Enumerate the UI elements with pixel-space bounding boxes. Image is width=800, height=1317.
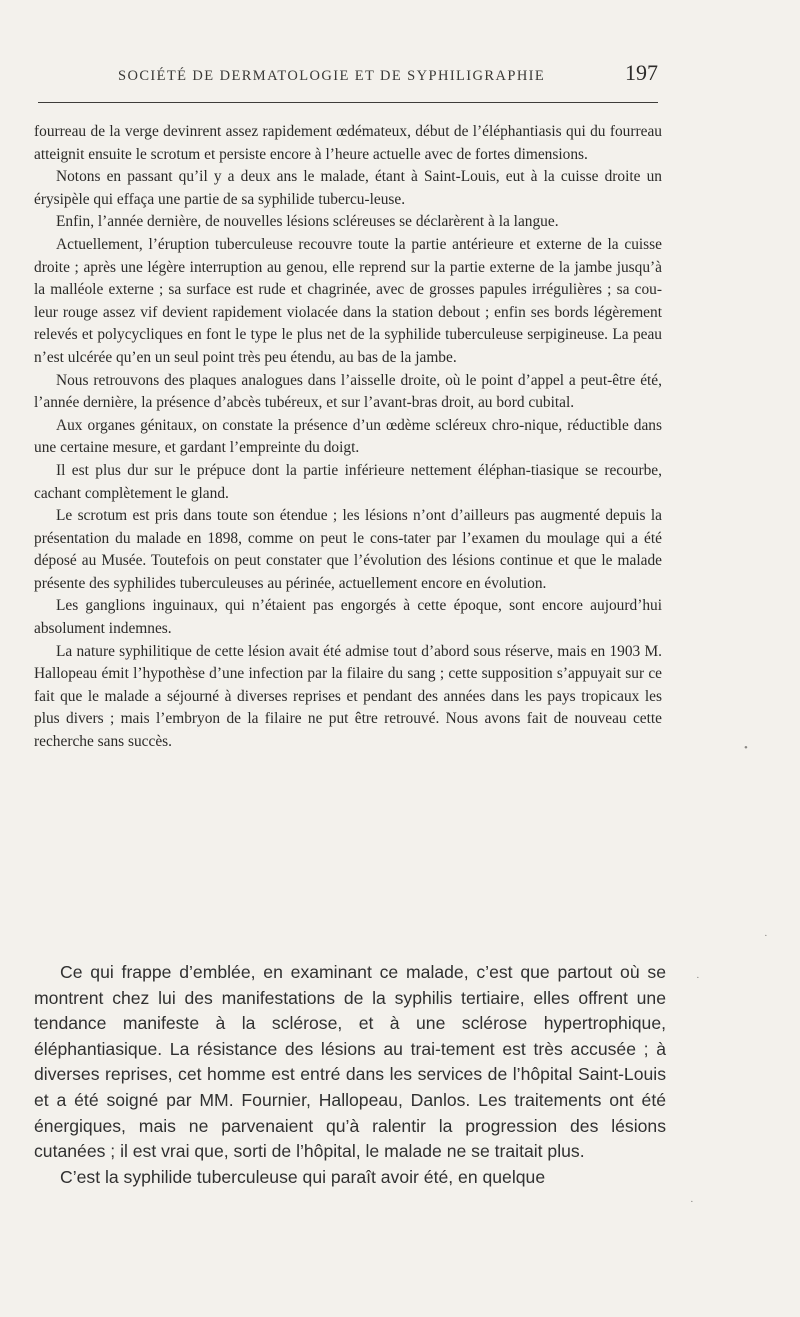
paragraph: La nature syphilitique de cette lésion avait été admise tout d’abord sous réserve, mais en 1903 M. Hallopeau émit l’hypothèse d’une infection par la filaire du sang ; cette supposition s’appuyait sur ce fait que le malade a séjourné à diverses reprises et pendant des années dans les pays tropicaux les plus divers ; mais l’embryon de la filaire ne put être retrouvé. Nous avons fait de nouveau cette recherche sans succès.	[34, 642, 662, 751]
header-title: SOCIÉTÉ DE DERMATOLOGIE ET DE SYPHILIGRAPHIE	[118, 68, 546, 84]
page-number: 197	[625, 60, 658, 85]
paragraph: Actuellement, l’éruption tuberculeuse recouvre toute la partie antérieure et externe de la cuisse droite ; après une légère interruption au genou, elle reprend sur la partie externe de la jambe jusqu’à la malléole externe ; sa surface est rude et chagrinée, avec de grosses papules irrégulières ; sa cou-leur rouge assez vif devient rapidement violacée dans la station debout ; enfin ses bords légèrement relevés et polycycliques en font le type le plus net de la syphilide tuberculeuse serpigineuse. La peau n’est ulcérée qu’en un seul point très peu étendu, au bas de la jambe.	[34, 235, 662, 366]
margin-speck: ·	[690, 1196, 694, 1208]
paragraph: Les ganglions inguinaux, qui n’étaient pas engorgés à cette époque, sont encore aujourd’hui absolument indemnes.	[34, 597, 662, 638]
paragraph: Il est plus dur sur le prépuce dont la partie inférieure nettement éléphan-tiasique se recourbe, cachant complètement le gland.	[34, 461, 662, 502]
paragraph: fourreau de la verge devinrent assez rapidement œdémateux, début de l’éléphantiasis qui du fourreau atteignit ensuite le scrotum et persiste encore à l’heure actuelle avec de fortes dimensions.	[34, 123, 662, 163]
margin-speck: ·	[764, 930, 768, 942]
paragraph: C’est la syphilide tuberculeuse qui paraît avoir été, en quelque	[60, 1166, 546, 1187]
running-header	[38, 60, 658, 90]
paragraph: Le scrotum est pris dans toute son étendue ; les lésions n’ont d’ailleurs pas augmenté depuis la présentation du malade en 1898, comme on peut le cons-tater par l’examen du moulage qui a été déposé au Musée. Toutefois on peut constater que l’évolution des lésions continue et que le malade présente des syphilides tuberculeuses au périnée, actuellement encore en évolution.	[34, 507, 662, 592]
small-print-section	[34, 121, 662, 754]
header-rule	[38, 102, 658, 103]
paragraph: Notons en passant qu’il y a deux ans le malade, étant à Saint-Louis, eut à la cuisse droite un érysipèle qui effaça une partie de sa syphilide tubercu-leuse.	[34, 168, 662, 208]
paragraph: Enfin, l’année dernière, de nouvelles lésions scléreuses se déclarèrent à la langue.	[56, 213, 559, 231]
margin-speck: •	[744, 742, 748, 754]
paragraph: Nous retrouvons des plaques analogues dans l’aisselle droite, où le point d’appel a peut-être été, l’année dernière, la présence d’abcès tubéreux, et sur l’avant-bras droit, au bord cubital.	[34, 371, 662, 412]
large-print-section	[34, 960, 666, 1190]
paragraph: Aux organes génitaux, on constate la présence d’un œdème scléreux chro-nique, réductible dans une certaine mesure, et gardant l’empreinte du doigt.	[34, 416, 662, 457]
paragraph: Ce qui frappe d’emblée, en examinant ce malade, c’est que partout où se montrent chez lui des manifestations de la syphilis tertiaire, elles offrent une tendance manifeste à la sclérose, et à une sclérose hypertrophique, éléphantiasique. La résistance des lésions au trai-tement est très accusée ; à diverses reprises, cet homme est entré dans les services de l’hôpital Saint-Louis et a été soigné par MM. Fournier, Hallopeau, Danlos. Les traitements ont été énergiques, mais ne parvenaient qu’à ralentir la progression des lésions cutanées ; il est vrai que, sorti de l’hôpital, le malade ne se traitait plus.	[34, 962, 666, 1162]
margin-speck: ·	[696, 972, 700, 984]
